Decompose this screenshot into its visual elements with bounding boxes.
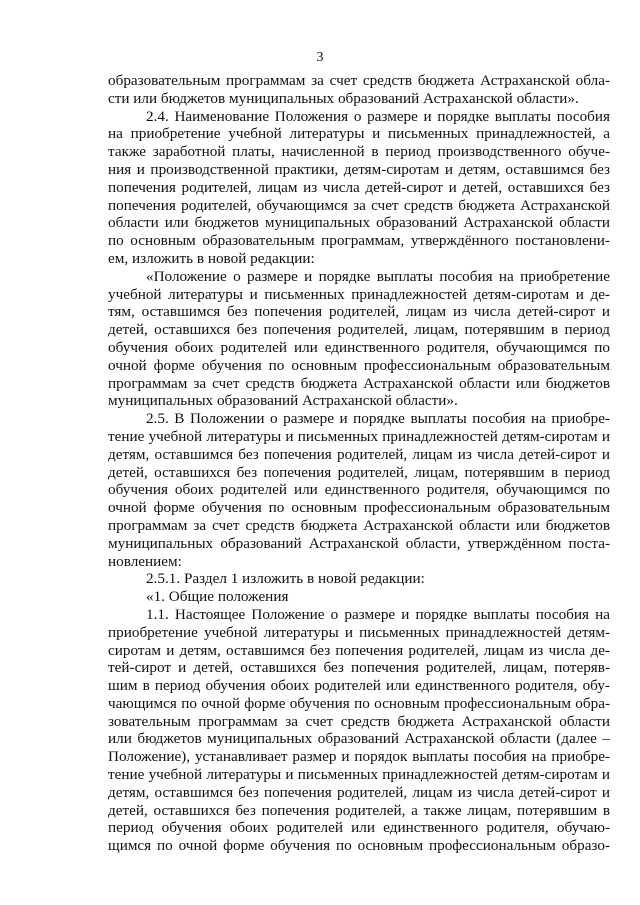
text-line: 2.5.1. Раздел 1 изложить в новой редакции: [146,570,425,588]
text-line: зовательным программам за счет средств бюджета Астраханской области [108,712,610,730]
text-line: щимся по очной форме обучения по основным профессиональным образо- [108,837,610,855]
text-line: детям, оставшимся без попечения родителей, лицам из числа детей-сирот и [108,783,610,801]
text-line: Положение), устанавливает размер и порядок выплаты пособия на приобре- [108,748,610,766]
text-line: тей-сирот и детей, оставшихся без попечения родителей, лицам, потеряв- [108,659,610,677]
text-line: по основным образовательным программам, утверждённого постановлени- [108,232,610,250]
text-line: очной форме обучения по основным профессиональным образовательным [108,499,610,517]
text-line: детей, оставшихся без попечения родителей, лицам, потерявшим в период [108,463,610,481]
text-line: ем, изложить в новой редакции: [108,249,315,267]
text-line: очной форме обучения по основным профессиональным образовательным [108,356,610,374]
text-line: 2.4. Наименование Положения о размере и порядке выплаты пособия [146,107,610,125]
text-line: тение учебной литературы и письменных принадлежностей детям-сиротам и [108,427,610,445]
document-body [108,72,610,855]
text-line: «1. Общие положения [146,588,289,606]
text-line: период обучения обоих родителей или единственного родителя, обучаю- [108,819,610,837]
text-line: программам за счет средств бюджета Астраханской области или бюджетов [108,374,610,392]
text-line: ния и производственной практики, детям-сиротам и детям, оставшимся без [108,160,610,178]
text-line: муниципальных образований Астраханской области, утверждённом поста- [108,534,610,552]
text-line: 1.1. Настоящее Положение о размере и порядке выплаты пособия на [146,605,610,623]
text-line: сиротам и детям, оставшимся без попечения родителей, лицам из числа де- [108,641,610,659]
text-line: тение учебной литературы и письменных принадлежностей детям-сиротам и [108,766,610,784]
text-line: обучения обоих родителей или единственного родителя, обучающимся по [108,338,610,356]
text-line: или бюджетов муниципальных образований Астраханской области (далее – [108,730,610,748]
text-line: детям, оставшимся без попечения родителей, лицам из числа детей-сирот и [108,445,610,463]
text-line: области или бюджетов муниципальных образований Астраханской области [108,214,610,232]
text-line: попечения родителей, обучающимся за счет средств бюджета Астраханской [108,196,610,214]
text-line: сти или бюджетов муниципальных образований Астраханской области». [108,89,579,107]
text-line: приобретение учебной литературы и письменных принадлежностей детям- [108,623,610,641]
text-line: попечения родителей, лицам из числа детей-сирот и детей, оставшихся без [108,178,610,196]
text-line: 2.5. В Положении о размере и порядке выплаты пособия на приобре- [146,410,610,428]
text-line: муниципальных образований Астраханской области». [108,392,458,410]
text-line: образовательным программам за счет средств бюджета Астраханской обла- [108,72,610,89]
text-line: учебной литературы и письменных принадлежностей детям-сиротам и де- [108,285,610,303]
page-number: 3 [316,50,324,65]
text-line: на приобретение учебной литературы и письменных принадлежностей, а [108,125,610,143]
text-line: программам за счет средств бюджета Астраханской области или бюджетов [108,516,610,534]
text-line: шим в период обучения обоих родителей или единственного родителя, обу- [108,677,610,695]
text-line: чающимся по очной форме обучения по основным профессиональным обра- [108,694,610,712]
text-line: детей, оставшихся без попечения родителей, лицам, потерявшим в период [108,321,610,339]
text-line: детей, оставшихся без попечения родителей, а также лицам, потерявшим в [108,801,610,819]
text-line: также заработной платы, начисленной в период производственного обуче- [108,143,610,161]
text-line: тям, оставшимся без попечения родителей, лицам из числа детей-сирот и [108,303,610,321]
text-line: новлением: [108,552,182,570]
text-line: обучения обоих родителей или единственного родителя, обучающимся по [108,481,610,499]
text-line: «Положение о размере и порядке выплаты пособия на приобретение [146,267,610,285]
